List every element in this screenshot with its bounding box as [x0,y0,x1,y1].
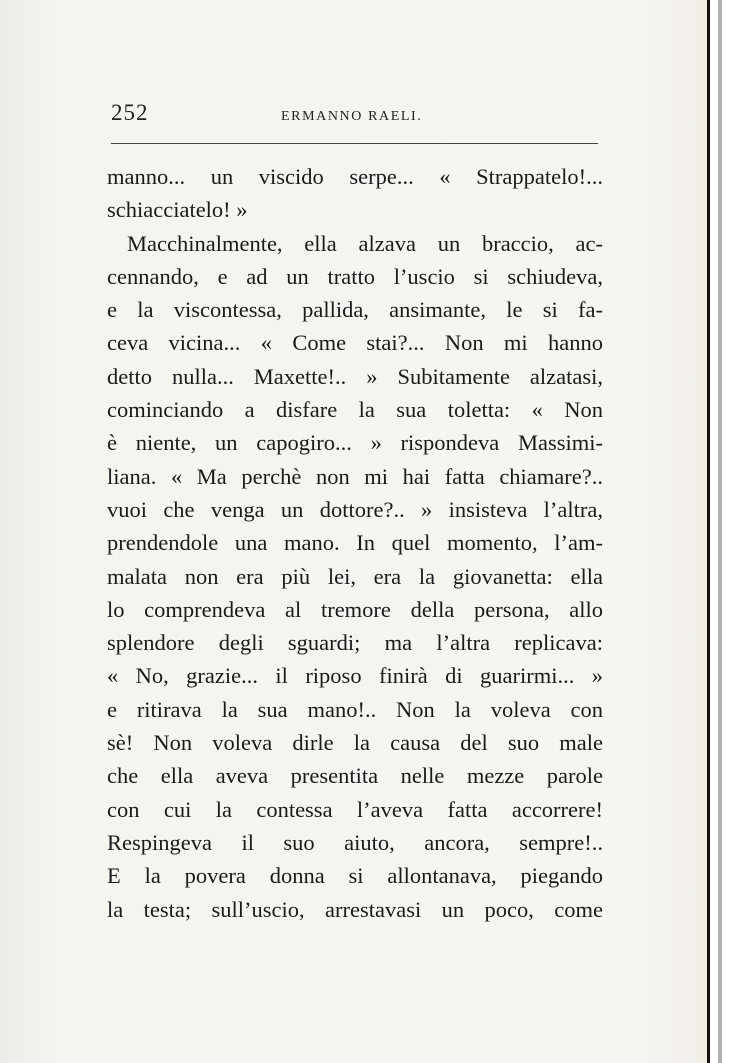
text-line: liana. « Ma perchè non mi hai fatta chiamare?.. [107,463,603,489]
running-head: ERMANNO RAELI. [281,109,423,124]
text-line: malata non era più lei, era la giovanetta: ella [107,563,603,589]
text-line: E la povera donna si allontanava, piegando [107,863,603,889]
text-line: Macchinalmente, ella alzava un braccio, ac- [127,230,603,256]
text-line: splendore degli sguardi; ma l’altra replicava: [107,630,603,656]
text-line: vuoi che venga un dottore?.. » insisteva l’altra, [107,496,603,522]
page-header [111,100,599,136]
text-line: sè! Non voleva dirle la causa del suo male [107,730,603,756]
page-number: 252 [111,100,149,125]
body-text [107,160,603,926]
text-line: la testa; sull’uscio, arrestavasi un poco, come [107,896,603,922]
text-line: lo comprendeva al tremore della persona, allo [107,596,603,622]
text-line: e ritirava la sua mano!.. Non la voleva con [107,696,603,722]
text-line: è niente, un capogiro... » rispondeva Massimi- [107,430,603,456]
text-line: prendendole una mano. In quel momento, l’am- [107,530,603,556]
text-line: detto nulla... Maxette!.. » Subitamente alzatasi, [107,363,603,389]
text-line: « No, grazie... il riposo finirà di guarirmi... » [107,663,603,689]
text-line: Respingeva il suo aiuto, ancora, sempre!.. [107,829,603,855]
text-line: manno... un viscido serpe... « Strappatelo!... [107,164,603,189]
text-line: con cui la contessa l’aveva fatta accorrere! [107,796,603,822]
text-line: cennando, e ad un tratto l’uscio si schiudeva, [107,263,603,289]
text-line: cominciando a disfare la sua toletta: « Non [107,397,603,423]
text-line: schiacciatelo! » [107,197,248,223]
text-line: e la viscontessa, pallida, ansimante, le si fa- [107,297,603,323]
text-line: ceva vicina... « Come stai?... Non mi hanno [107,330,603,356]
text-line: che ella aveva presentita nelle mezze parole [107,763,603,789]
page-edge-border [707,0,744,1063]
header-rule [111,143,598,144]
